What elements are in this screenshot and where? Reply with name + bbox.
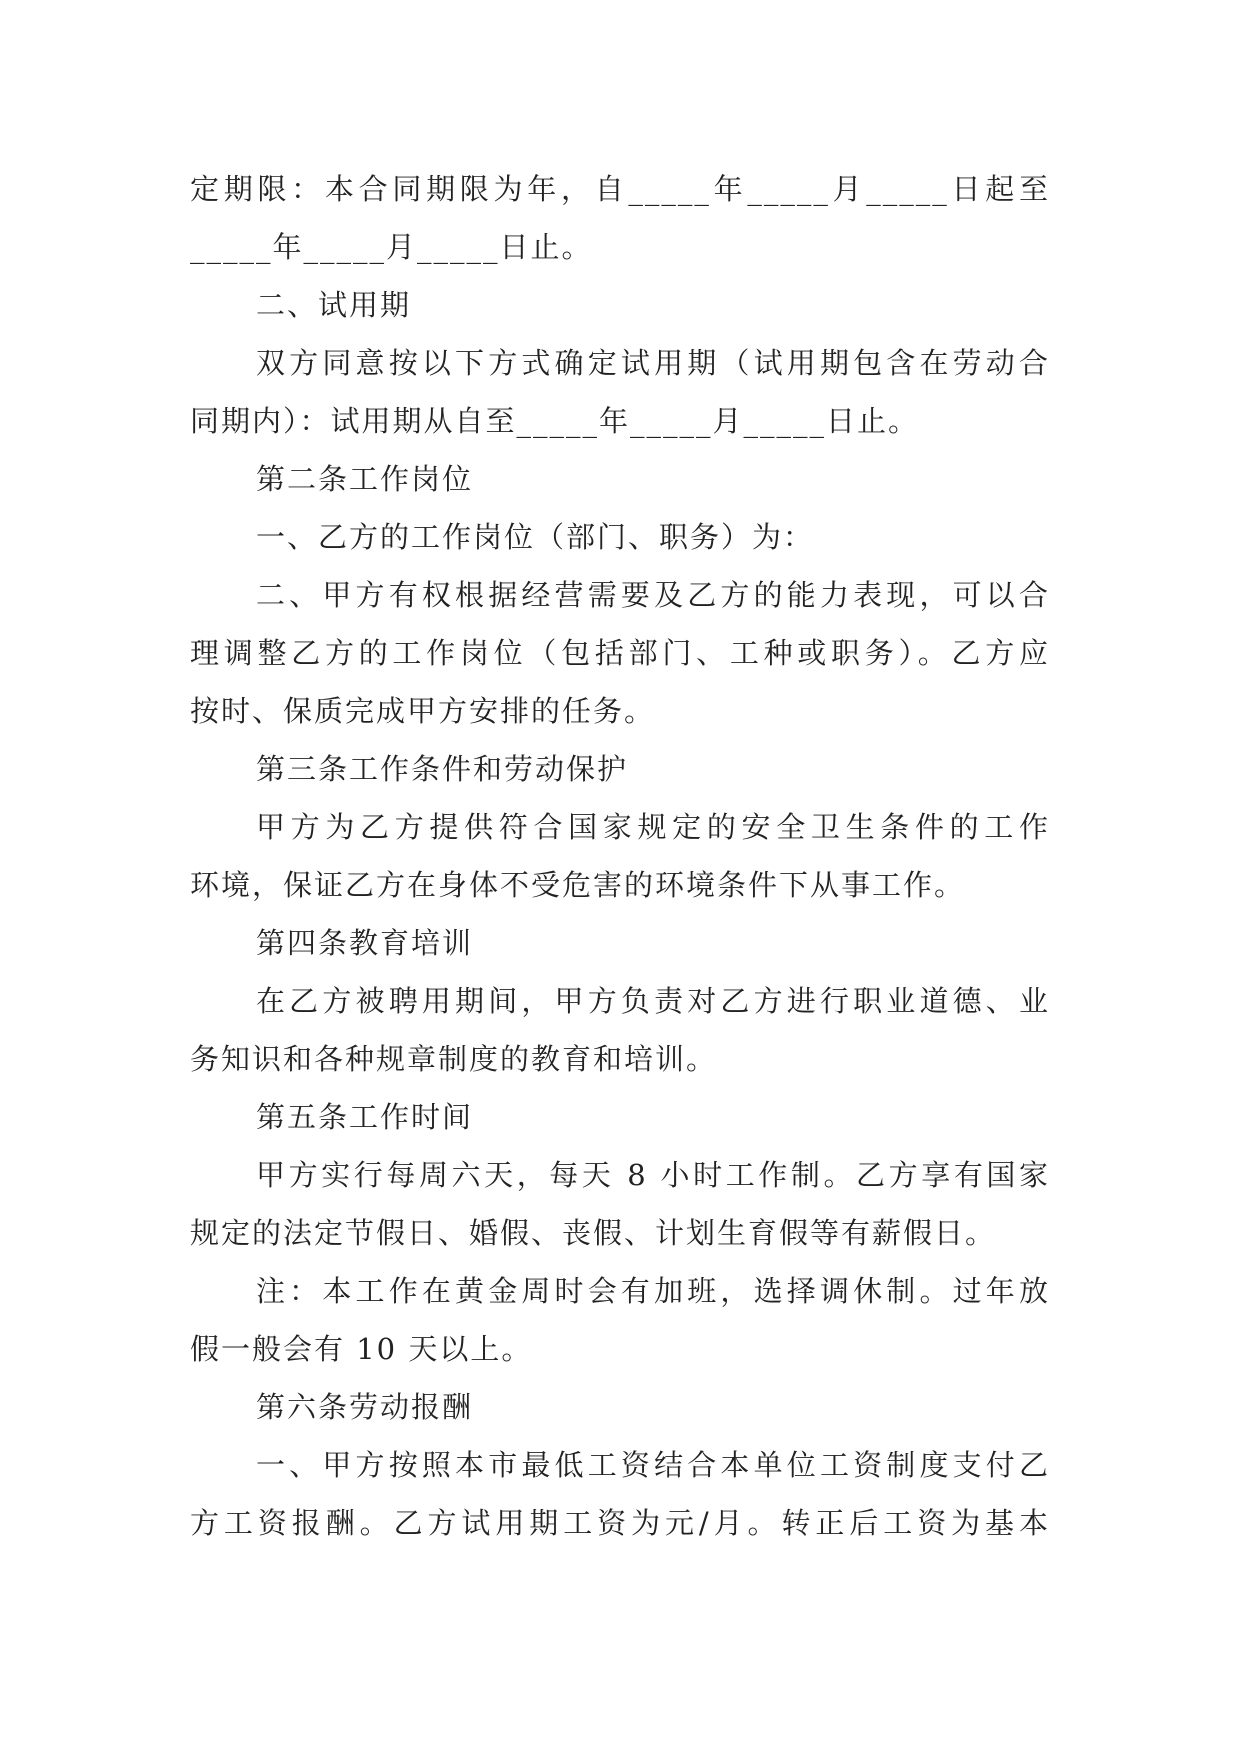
text-line: 甲方实行每周六天，每天 8 小时工作制。乙方享有国家 [256, 1158, 1050, 1192]
note-line: 假一般会有 10 天以上。 [190, 1332, 533, 1366]
article-heading: 第六条劳动报酬 [256, 1390, 474, 1424]
text-line: 方工资报酬。乙方试用期工资为元/月。转正后工资为基本 [190, 1506, 1050, 1540]
text-line: _____年_____月_____日止。 [190, 230, 593, 264]
text-line: 一、甲方按照本市最低工资结合本单位工资制度支付乙 [256, 1448, 1050, 1482]
text-line: 双方同意按以下方式确定试用期（试用期包含在劳动合 [256, 346, 1050, 380]
text-line: 二、甲方有权根据经营需要及乙方的能力表现，可以合 [256, 578, 1050, 612]
text-line: 务知识和各种规章制度的教育和培训。 [190, 1042, 718, 1076]
text-line: 规定的法定节假日、婚假、丧假、计划生育假等有薪假日。 [190, 1216, 997, 1250]
section-heading: 二、试用期 [256, 288, 412, 322]
article-heading: 第三条工作条件和劳动保护 [256, 752, 629, 786]
text-line: 一、乙方的工作岗位（部门、职务）为： [256, 520, 815, 554]
text-line: 甲方为乙方提供符合国家规定的安全卫生条件的工作 [256, 810, 1050, 844]
text-line: 定期限：本合同期限为年，自_____年_____月_____日起至 [190, 172, 1050, 206]
text-line: 环境，保证乙方在身体不受危害的环境条件下从事工作。 [190, 868, 966, 902]
text-line: 同期内）：试用期从自至_____年_____月_____日止。 [190, 404, 920, 438]
document-page [190, 160, 1050, 1552]
article-heading: 第五条工作时间 [256, 1100, 474, 1134]
text-line: 理调整乙方的工作岗位（包括部门、工种或职务）。乙方应 [190, 636, 1050, 670]
text-line: 在乙方被聘用期间，甲方负责对乙方进行职业道德、业 [256, 984, 1050, 1018]
text-line: 按时、保质完成甲方安排的任务。 [190, 694, 656, 728]
article-heading: 第四条教育培训 [256, 926, 474, 960]
note-line: 注：本工作在黄金周时会有加班，选择调休制。过年放 [256, 1274, 1050, 1308]
article-heading: 第二条工作岗位 [256, 462, 474, 496]
